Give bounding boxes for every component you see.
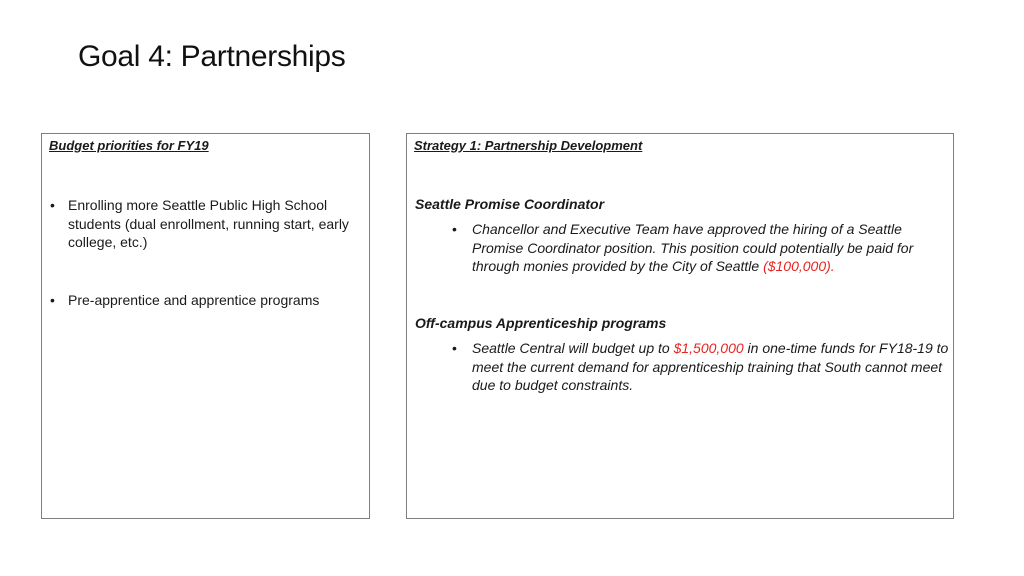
bullet-icon: •	[50, 197, 55, 213]
section-bullet-text-after: in one-time funds for FY18-19 to meet the current demand for apprenticeship training that South cannot meet due to budget constraints.	[472, 340, 949, 393]
budget-priorities-list	[49, 196, 359, 309]
section-bullet-text: Chancellor and Executive Team have approved the hiring of a Seattle Promise Coordinator position. This position could potentially be paid for through monies provided by the City of Seattle	[472, 221, 914, 274]
amount-highlight: ($100,000).	[763, 258, 835, 274]
strategy-heading: Strategy 1: Partnership Development	[414, 138, 643, 153]
budget-priorities-heading: Budget priorities for FY19	[49, 138, 209, 153]
bullet-icon: •	[50, 291, 55, 308]
section-bullet-apprenticeship	[452, 339, 957, 395]
section-bullet-text-before: Seattle Central will budget up to	[472, 340, 670, 356]
bullet-icon: •	[452, 340, 457, 356]
list-item-text: Enrolling more Seattle Public High School students (dual enrollment, running start, early college, etc.)	[68, 197, 349, 250]
section-title-apprenticeship: Off-campus Apprenticeship programs	[415, 315, 667, 331]
list-item-text: Pre-apprentice and apprentice programs	[68, 291, 320, 308]
section-title-promise-coordinator: Seattle Promise Coordinator	[415, 196, 605, 212]
section-bullet-promise-coordinator	[452, 220, 957, 276]
budget-priorities-panel	[41, 133, 370, 519]
amount-highlight: $1,500,000	[673, 340, 744, 356]
bullet-icon: •	[452, 221, 457, 237]
page-title: Goal 4: Partnerships	[78, 40, 346, 73]
strategy-panel	[406, 133, 954, 519]
list-item	[49, 291, 359, 310]
list-item	[49, 196, 359, 252]
